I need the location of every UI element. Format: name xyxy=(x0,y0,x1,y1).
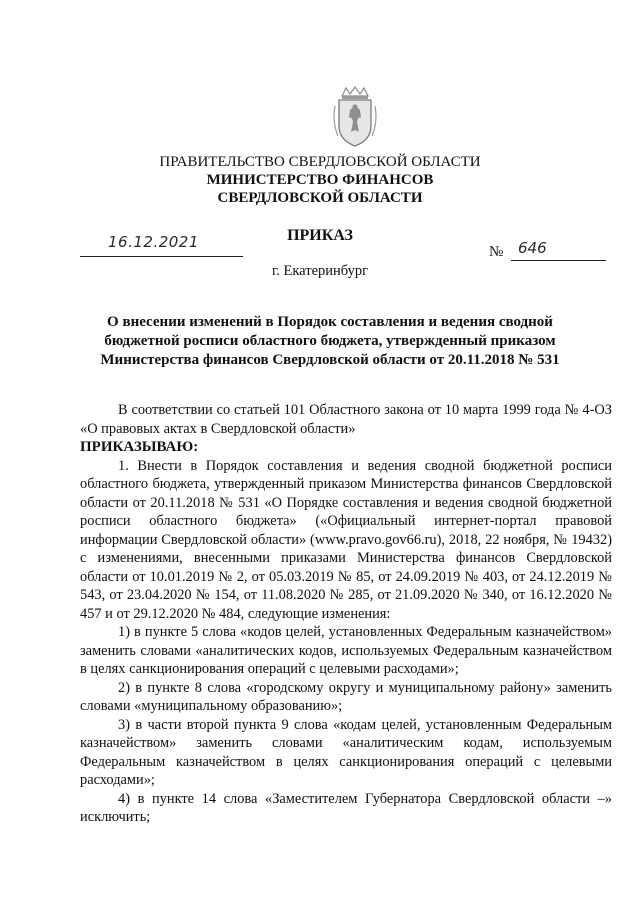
subitem-4-paragraph: 4) в пункте 14 слова «Заместителем Губернатора Свердловской области –» исключить; xyxy=(80,790,612,825)
government-title: ПРАВИТЕЛЬСТВО СВЕРДЛОВСКОЙ ОБЛАСТИ xyxy=(159,154,481,170)
order-body xyxy=(80,401,612,827)
number-label: № xyxy=(489,244,504,260)
preamble-paragraph: В соответствии со статьей 101 Областного закона от 10 марта 1999 года № 4-ОЗ «О правовых актах в Свердловской области» xyxy=(80,402,612,437)
number-underline xyxy=(511,260,606,261)
date-underline xyxy=(80,256,243,257)
order-word: ПРИКАЗЫВАЮ: xyxy=(80,439,199,455)
doc-type: ПРИКАЗ xyxy=(287,227,353,244)
order-subject: О внесении изменений в Порядок составления и ведения сводной бюджетной росписи областного бюджета, утвержденный приказом Министерства финансов Свердловской области от 20.11.2018 № 531 xyxy=(100,314,560,368)
coat-of-arms-icon xyxy=(330,86,380,150)
city: г. Екатеринбург xyxy=(271,263,369,279)
subitem-3-paragraph: 3) в части второй пункта 9 слова «кодам целей, установленным Федеральным казначейством» заменить словами «аналитическим кодам, используемым Федеральным казначейством в целях санкционирования операций с целевыми расходами»; xyxy=(80,716,612,788)
ministry-title: МИНИСТЕРСТВО ФИНАНСОВ xyxy=(206,172,434,188)
subitem-2-paragraph: 2) в пункте 8 слова «городскому округу и муниципальному району» заменить словами «муниципальному образованию»; xyxy=(80,679,612,714)
order-number: 646 xyxy=(518,239,547,257)
item-1-paragraph: 1. Внести в Порядок составления и ведения сводной бюджетной росписи областного бюджета, утвержденный приказом Министерства финансов Свердловской области от 20.11.2018 № 531 «О Порядке составления и ведения сводной бюджетной росписи областного бюджета» («Официальный интернет-портал правовой информации Свердловской области» (www.pravo.gov66.ru), 2018, 22 ноября, № 19432) с изменениями, внесенными приказами Министерства финансов Свердловской области от 10.01.2019 № 2, от 05.03.2019 № 85, от 24.09.2019 № 403, от 24.12.2019 № 543, от 23.04.2020 № 154, от 11.08.2020 № 285, от 21.09.2020 № 340, от 16.12.2020 № 457 и от 29.12.2020 № 484, следующие изменения: xyxy=(80,457,612,622)
subitem-1-paragraph: 1) в пункте 5 слова «кодов целей, установленных Федеральным казначейством» заменить словами «аналитических кодов, используемых Федеральным казначейством в целях санкционирования операций с целевыми расходами»; xyxy=(80,624,612,677)
region-title: СВЕРДЛОВСКОЙ ОБЛАСТИ xyxy=(217,190,423,206)
order-date: 16.12.2021 xyxy=(108,233,199,251)
